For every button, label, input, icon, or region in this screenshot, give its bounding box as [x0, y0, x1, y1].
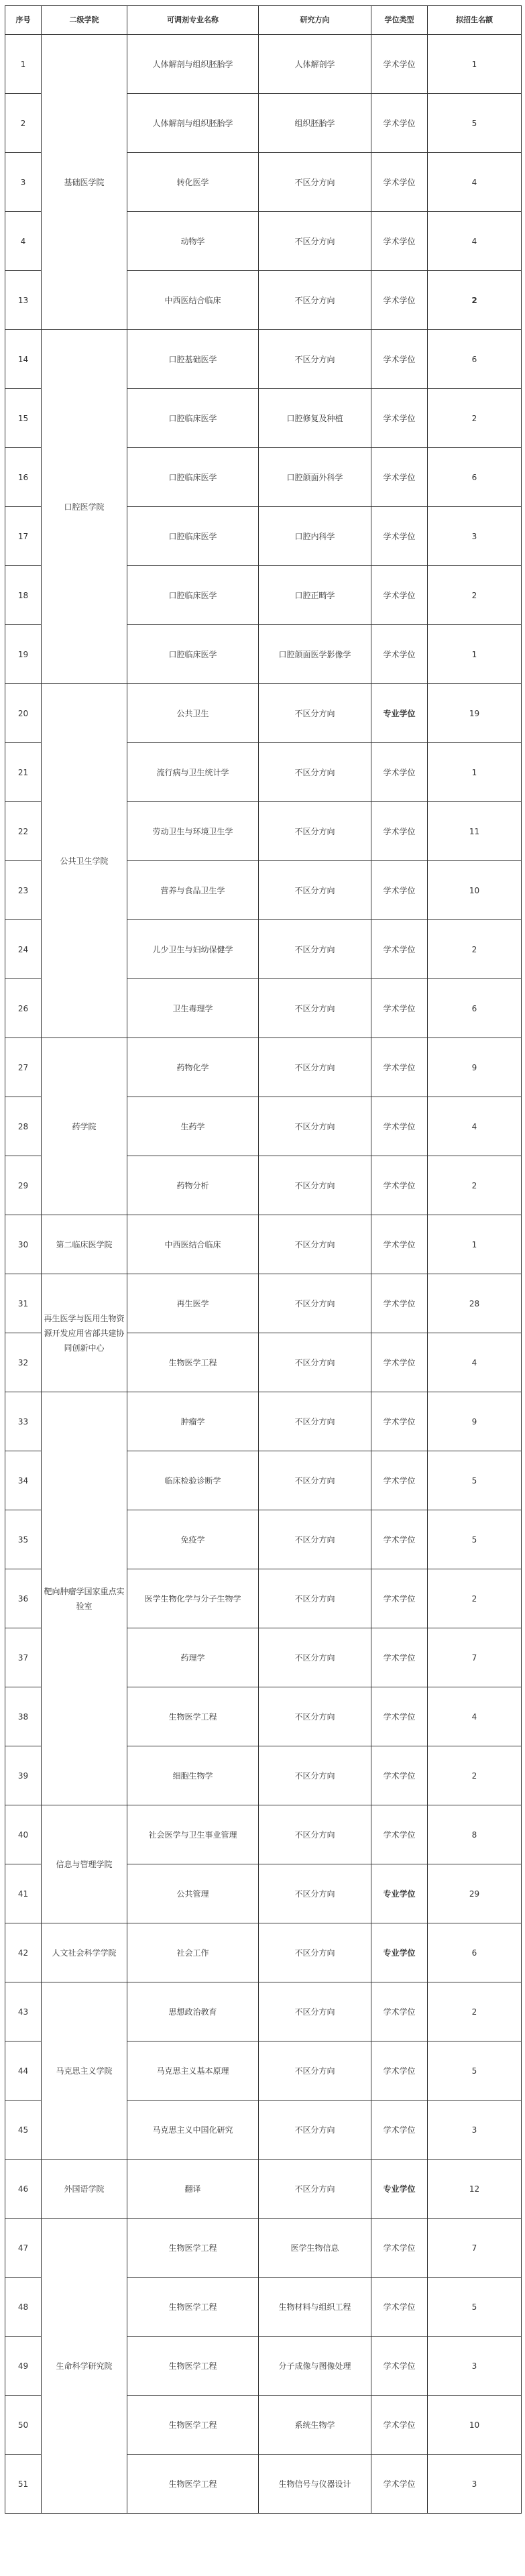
- cell-direction: 不区分方向: [259, 1392, 371, 1451]
- cell-no: 4: [5, 212, 42, 271]
- cell-no: 30: [5, 1215, 42, 1274]
- cell-no: 40: [5, 1805, 42, 1864]
- table-row: [5, 1805, 522, 1864]
- cell-major: 劳动卫生与环境卫生学: [127, 802, 259, 861]
- cell-degree-type: 学术学位: [371, 566, 428, 625]
- cell-major: 转化医学: [127, 153, 259, 212]
- cell-quota: 1: [428, 743, 522, 802]
- cell-school: 生命科学研究院: [42, 2219, 127, 2514]
- cell-degree-type: 学术学位: [371, 979, 428, 1038]
- cell-no: 16: [5, 448, 42, 507]
- cell-major: 马克思主义中国化研究: [127, 2101, 259, 2160]
- cell-no: 1: [5, 35, 42, 94]
- cell-direction: 不区分方向: [259, 861, 371, 920]
- cell-no: 32: [5, 1333, 42, 1392]
- cell-no: 45: [5, 2101, 42, 2160]
- cell-major: 中西医结合临床: [127, 1215, 259, 1274]
- cell-degree-type: 学术学位: [371, 1510, 428, 1569]
- cell-no: 18: [5, 566, 42, 625]
- cell-major: 人体解剖与组织胚胎学: [127, 35, 259, 94]
- cell-degree-type: 专业学位: [371, 2160, 428, 2219]
- cell-no: 50: [5, 2396, 42, 2455]
- cell-major: 生物医学工程: [127, 2455, 259, 2514]
- cell-degree-type: 学术学位: [371, 1392, 428, 1451]
- cell-no: 37: [5, 1628, 42, 1687]
- cell-quota: 3: [428, 507, 522, 566]
- cell-major: 临床检验诊断学: [127, 1451, 259, 1510]
- cell-major: 口腔基础医学: [127, 330, 259, 389]
- cell-major: 社会医学与卫生事业管理: [127, 1805, 259, 1864]
- cell-no: 28: [5, 1097, 42, 1156]
- table-row: [5, 1982, 522, 2041]
- cell-no: 3: [5, 153, 42, 212]
- cell-major: 医学生物化学与分子生物学: [127, 1569, 259, 1628]
- cell-quota: 19: [428, 684, 522, 743]
- cell-direction: 不区分方向: [259, 1687, 371, 1746]
- cell-no: 44: [5, 2041, 42, 2101]
- cell-school: 第二临床医学院: [42, 1215, 127, 1274]
- cell-direction: 口腔颌面外科学: [259, 448, 371, 507]
- cell-quota: 5: [428, 1451, 522, 1510]
- header-direction: 研究方向: [259, 6, 371, 35]
- cell-no: 41: [5, 1864, 42, 1923]
- cell-major: 儿少卫生与妇幼保健学: [127, 920, 259, 979]
- cell-degree-type: 学术学位: [371, 507, 428, 566]
- cell-major: 口腔临床医学: [127, 507, 259, 566]
- cell-direction: 不区分方向: [259, 1156, 371, 1215]
- cell-no: 51: [5, 2455, 42, 2514]
- cell-direction: 不区分方向: [259, 1097, 371, 1156]
- cell-direction: 不区分方向: [259, 1569, 371, 1628]
- cell-major: 药物分析: [127, 1156, 259, 1215]
- cell-major: 药理学: [127, 1628, 259, 1687]
- cell-degree-type: 学术学位: [371, 2278, 428, 2337]
- cell-degree-type: 学术学位: [371, 2396, 428, 2455]
- cell-quota: 2: [428, 920, 522, 979]
- cell-major: 社会工作: [127, 1923, 259, 1982]
- cell-quota: 2: [428, 1569, 522, 1628]
- cell-direction: 不区分方向: [259, 1333, 371, 1392]
- cell-quota: 5: [428, 1510, 522, 1569]
- cell-major: 口腔临床医学: [127, 389, 259, 448]
- cell-degree-type: 学术学位: [371, 861, 428, 920]
- cell-quota: 11: [428, 802, 522, 861]
- table-row: [5, 1038, 522, 1097]
- cell-direction: 不区分方向: [259, 2101, 371, 2160]
- cell-degree-type: 学术学位: [371, 1746, 428, 1805]
- cell-no: 36: [5, 1569, 42, 1628]
- cell-direction: 不区分方向: [259, 153, 371, 212]
- cell-degree-type: 学术学位: [371, 2455, 428, 2514]
- cell-quota: 9: [428, 1392, 522, 1451]
- cell-school: 马克思主义学院: [42, 1982, 127, 2160]
- cell-school: 基础医学院: [42, 35, 127, 330]
- cell-degree-type: 学术学位: [371, 1569, 428, 1628]
- table-row: [5, 2219, 522, 2278]
- cell-major: 翻译: [127, 2160, 259, 2219]
- table-row: [5, 1215, 522, 1274]
- cell-no: 2: [5, 94, 42, 153]
- table-header-row: [5, 6, 522, 35]
- cell-no: 24: [5, 920, 42, 979]
- cell-degree-type: 学术学位: [371, 1215, 428, 1274]
- cell-degree-type: 学术学位: [371, 2101, 428, 2160]
- table-body: [5, 35, 522, 2514]
- cell-no: 26: [5, 979, 42, 1038]
- cell-no: 21: [5, 743, 42, 802]
- cell-degree-type: 学术学位: [371, 920, 428, 979]
- cell-school: 药学院: [42, 1038, 127, 1215]
- cell-major: 口腔临床医学: [127, 625, 259, 684]
- cell-major: 营养与食品卫生学: [127, 861, 259, 920]
- cell-direction: 不区分方向: [259, 1746, 371, 1805]
- cell-quota: 4: [428, 1687, 522, 1746]
- cell-direction: 不区分方向: [259, 1038, 371, 1097]
- cell-quota: 1: [428, 1215, 522, 1274]
- cell-major: 动物学: [127, 212, 259, 271]
- cell-major: 生物医学工程: [127, 1687, 259, 1746]
- cell-direction: 生物材料与组织工程: [259, 2278, 371, 2337]
- cell-quota: 6: [428, 1923, 522, 1982]
- cell-quota: 3: [428, 2337, 522, 2396]
- table-row: [5, 684, 522, 743]
- header-quota: 拟招生名额: [428, 6, 522, 35]
- cell-major: 药物化学: [127, 1038, 259, 1097]
- cell-major: 人体解剖与组织胚胎学: [127, 94, 259, 153]
- cell-degree-type: 学术学位: [371, 1805, 428, 1864]
- cell-no: 33: [5, 1392, 42, 1451]
- cell-degree-type: 学术学位: [371, 1451, 428, 1510]
- cell-degree-type: 学术学位: [371, 743, 428, 802]
- cell-quota: 29: [428, 1864, 522, 1923]
- cell-major: 口腔临床医学: [127, 566, 259, 625]
- cell-quota: 10: [428, 861, 522, 920]
- cell-major: 生物医学工程: [127, 2219, 259, 2278]
- cell-major: 公共管理: [127, 1864, 259, 1923]
- cell-quota: 4: [428, 1333, 522, 1392]
- cell-direction: 不区分方向: [259, 271, 371, 330]
- cell-quota: 9: [428, 1038, 522, 1097]
- cell-quota: 2: [428, 271, 522, 330]
- cell-school: 公共卫生学院: [42, 684, 127, 1038]
- cell-major: 流行病与卫生统计学: [127, 743, 259, 802]
- cell-no: 17: [5, 507, 42, 566]
- cell-quota: 10: [428, 2396, 522, 2455]
- table-row: [5, 2160, 522, 2219]
- cell-degree-type: 学术学位: [371, 1274, 428, 1333]
- cell-major: 再生医学: [127, 1274, 259, 1333]
- cell-quota: 7: [428, 1628, 522, 1687]
- cell-direction: 口腔内科学: [259, 507, 371, 566]
- cell-direction: 不区分方向: [259, 802, 371, 861]
- cell-degree-type: 学术学位: [371, 1333, 428, 1392]
- cell-major: 中西医结合临床: [127, 271, 259, 330]
- cell-direction: 口腔颌面医学影像学: [259, 625, 371, 684]
- cell-school: 人文社会科学学院: [42, 1923, 127, 1982]
- header-major: 可调剂专业名称: [127, 6, 259, 35]
- cell-direction: 分子成像与图像处理: [259, 2337, 371, 2396]
- cell-direction: 人体解剖学: [259, 35, 371, 94]
- cell-degree-type: 学术学位: [371, 2041, 428, 2101]
- cell-quota: 6: [428, 448, 522, 507]
- cell-degree-type: 学术学位: [371, 212, 428, 271]
- cell-direction: 不区分方向: [259, 1923, 371, 1982]
- cell-quota: 2: [428, 1156, 522, 1215]
- cell-degree-type: 学术学位: [371, 1038, 428, 1097]
- cell-quota: 5: [428, 94, 522, 153]
- cell-major: 免疫学: [127, 1510, 259, 1569]
- cell-quota: 2: [428, 1982, 522, 2041]
- table-wrapper: [5, 5, 522, 2514]
- table-row: [5, 1274, 522, 1333]
- cell-quota: 5: [428, 2041, 522, 2101]
- cell-no: 49: [5, 2337, 42, 2396]
- cell-school: 靶向肿瘤学国家重点实验室: [42, 1392, 127, 1805]
- cell-degree-type: 学术学位: [371, 35, 428, 94]
- cell-direction: 不区分方向: [259, 743, 371, 802]
- cell-no: 47: [5, 2219, 42, 2278]
- cell-direction: 不区分方向: [259, 1628, 371, 1687]
- cell-school: 信息与管理学院: [42, 1805, 127, 1923]
- cell-no: 27: [5, 1038, 42, 1097]
- cell-direction: 不区分方向: [259, 684, 371, 743]
- cell-major: 思想政治教育: [127, 1982, 259, 2041]
- cell-no: 29: [5, 1156, 42, 1215]
- cell-degree-type: 专业学位: [371, 684, 428, 743]
- cell-direction: 不区分方向: [259, 212, 371, 271]
- cell-no: 42: [5, 1923, 42, 1982]
- cell-major: 生物医学工程: [127, 2278, 259, 2337]
- cell-degree-type: 专业学位: [371, 1864, 428, 1923]
- cell-no: 39: [5, 1746, 42, 1805]
- cell-direction: 不区分方向: [259, 979, 371, 1038]
- cell-no: 22: [5, 802, 42, 861]
- cell-no: 43: [5, 1982, 42, 2041]
- cell-quota: 4: [428, 153, 522, 212]
- cell-direction: 不区分方向: [259, 2041, 371, 2101]
- cell-no: 46: [5, 2160, 42, 2219]
- cell-degree-type: 学术学位: [371, 1156, 428, 1215]
- cell-major: 口腔临床医学: [127, 448, 259, 507]
- cell-degree-type: 学术学位: [371, 802, 428, 861]
- cell-degree-type: 学术学位: [371, 2219, 428, 2278]
- cell-degree-type: 学术学位: [371, 389, 428, 448]
- cell-no: 15: [5, 389, 42, 448]
- cell-quota: 28: [428, 1274, 522, 1333]
- cell-no: 23: [5, 861, 42, 920]
- cell-degree-type: 学术学位: [371, 448, 428, 507]
- cell-direction: 医学生物信息: [259, 2219, 371, 2278]
- cell-degree-type: 学术学位: [371, 1982, 428, 2041]
- cell-major: 马克思主义基本原理: [127, 2041, 259, 2101]
- cell-degree-type: 学术学位: [371, 2337, 428, 2396]
- table-row: [5, 1392, 522, 1451]
- cell-quota: 1: [428, 35, 522, 94]
- cell-quota: 3: [428, 2101, 522, 2160]
- cell-major: 生物医学工程: [127, 1333, 259, 1392]
- cell-direction: 不区分方向: [259, 1982, 371, 2041]
- cell-no: 34: [5, 1451, 42, 1510]
- cell-degree-type: 学术学位: [371, 94, 428, 153]
- cell-no: 48: [5, 2278, 42, 2337]
- header-degree-type: 学位类型: [371, 6, 428, 35]
- cell-direction: 不区分方向: [259, 1215, 371, 1274]
- header-school: 二级学院: [42, 6, 127, 35]
- cell-direction: 系统生物学: [259, 2396, 371, 2455]
- cell-quota: 6: [428, 330, 522, 389]
- cell-major: 肿瘤学: [127, 1392, 259, 1451]
- cell-degree-type: 学术学位: [371, 625, 428, 684]
- cell-major: 生物医学工程: [127, 2337, 259, 2396]
- cell-direction: 不区分方向: [259, 1864, 371, 1923]
- cell-no: 13: [5, 271, 42, 330]
- cell-direction: 不区分方向: [259, 330, 371, 389]
- cell-major: 生药学: [127, 1097, 259, 1156]
- cell-degree-type: 学术学位: [371, 1687, 428, 1746]
- cell-school: 口腔医学院: [42, 330, 127, 684]
- cell-major: 生物医学工程: [127, 2396, 259, 2455]
- table-row: [5, 330, 522, 389]
- cell-no: 20: [5, 684, 42, 743]
- cell-degree-type: 学术学位: [371, 1628, 428, 1687]
- cell-quota: 4: [428, 1097, 522, 1156]
- cell-direction: 不区分方向: [259, 1274, 371, 1333]
- header-no: 序号: [5, 6, 42, 35]
- cell-direction: 不区分方向: [259, 1451, 371, 1510]
- cell-quota: 5: [428, 2278, 522, 2337]
- cell-quota: 7: [428, 2219, 522, 2278]
- cell-direction: 不区分方向: [259, 1805, 371, 1864]
- cell-quota: 2: [428, 389, 522, 448]
- cell-no: 38: [5, 1687, 42, 1746]
- cell-school: 再生医学与医用生物资源开发应用省部共建协同创新中心: [42, 1274, 127, 1392]
- cell-degree-type: 学术学位: [371, 271, 428, 330]
- cell-quota: 12: [428, 2160, 522, 2219]
- cell-no: 31: [5, 1274, 42, 1333]
- cell-degree-type: 学术学位: [371, 330, 428, 389]
- cell-degree-type: 专业学位: [371, 1923, 428, 1982]
- cell-no: 14: [5, 330, 42, 389]
- cell-degree-type: 学术学位: [371, 1097, 428, 1156]
- cell-quota: 2: [428, 1746, 522, 1805]
- cell-direction: 不区分方向: [259, 2160, 371, 2219]
- cell-direction: 不区分方向: [259, 920, 371, 979]
- cell-quota: 3: [428, 2455, 522, 2514]
- cell-school: 外国语学院: [42, 2160, 127, 2219]
- cell-direction: 口腔修复及种植: [259, 389, 371, 448]
- cell-direction: 口腔正畸学: [259, 566, 371, 625]
- cell-direction: 不区分方向: [259, 1510, 371, 1569]
- cell-quota: 4: [428, 212, 522, 271]
- table-row: [5, 35, 522, 94]
- cell-degree-type: 学术学位: [371, 153, 428, 212]
- cell-quota: 2: [428, 566, 522, 625]
- cell-quota: 1: [428, 625, 522, 684]
- cell-direction: 生物信号与仪器设计: [259, 2455, 371, 2514]
- cell-quota: 8: [428, 1805, 522, 1864]
- cell-major: 细胞生物学: [127, 1746, 259, 1805]
- cell-major: 公共卫生: [127, 684, 259, 743]
- cell-direction: 组织胚胎学: [259, 94, 371, 153]
- cell-major: 卫生毒理学: [127, 979, 259, 1038]
- cell-no: 19: [5, 625, 42, 684]
- cell-no: 35: [5, 1510, 42, 1569]
- table-row: [5, 1923, 522, 1982]
- admission-table: [5, 5, 522, 2514]
- cell-quota: 6: [428, 979, 522, 1038]
